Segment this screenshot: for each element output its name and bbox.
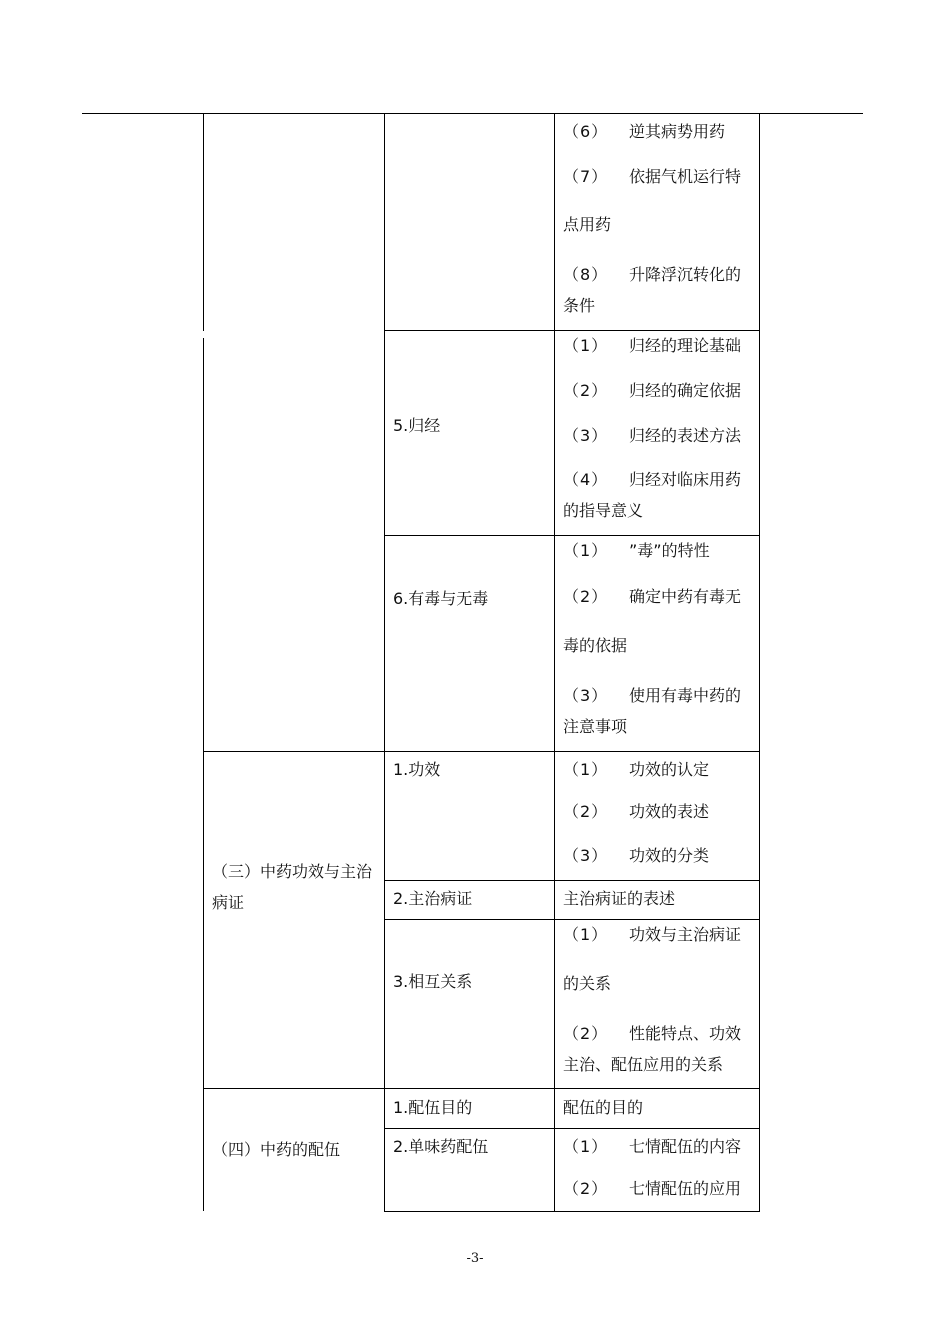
col-line-2 — [203, 114, 204, 331]
row-line — [384, 880, 759, 881]
guanxi-label: 3.相互关系 — [393, 972, 473, 991]
col-line-2b — [203, 338, 204, 1211]
list-item — [563, 470, 741, 490]
item-number: （1） — [563, 1137, 609, 1156]
item-number: （3） — [563, 686, 609, 705]
group4-title: （四）中药的配伍 — [212, 1140, 341, 1159]
list-item — [563, 925, 741, 945]
col-line-5 — [759, 114, 760, 1212]
item-number: （2） — [563, 1179, 609, 1198]
item-text: 归经的理论基础 — [629, 336, 742, 355]
col-line-3 — [384, 114, 385, 1212]
list-item — [563, 1024, 741, 1044]
item-text-cont: 条件 — [563, 296, 596, 315]
item-text-cont: 注意事项 — [563, 717, 628, 736]
item-text: 功效的分类 — [629, 846, 710, 865]
item-number: （2） — [563, 802, 609, 821]
item-text: 确定中药有毒无 — [629, 587, 742, 606]
item-text: 归经对临床用药 — [629, 470, 742, 489]
item-number: （3） — [563, 426, 609, 445]
guijing-label: 5.归经 — [393, 416, 441, 435]
list-item-cont — [563, 296, 595, 316]
list-item — [563, 760, 709, 780]
item-text-cont: 点用药 — [563, 215, 612, 234]
list-item — [563, 541, 710, 561]
item-number: （2） — [563, 381, 609, 400]
page-number: -3- — [466, 1251, 484, 1266]
item-number: （7） — [563, 167, 609, 186]
list-item — [563, 167, 741, 187]
list-item-cont — [563, 501, 643, 521]
item-text: 功效的认定 — [629, 760, 710, 779]
list-item — [563, 686, 741, 706]
list-item — [563, 846, 709, 866]
item-number: （1） — [563, 760, 609, 779]
item-number: （3） — [563, 846, 609, 865]
list-item — [563, 1179, 741, 1199]
item-number: （2） — [563, 587, 609, 606]
row-line — [384, 535, 759, 536]
item-text: 功效的表述 — [629, 802, 710, 821]
row-line — [203, 1088, 759, 1089]
list-item — [563, 587, 741, 607]
list-item-cont — [563, 1055, 723, 1075]
list-item — [563, 336, 741, 356]
list-item-cont — [563, 717, 627, 737]
youdu-label: 6.有毒与无毒 — [393, 589, 489, 608]
list-item — [563, 381, 741, 401]
item-text: 依据气机运行特 — [629, 167, 742, 186]
gongxiao-label: 1.功效 — [393, 760, 441, 779]
top-rule — [82, 113, 863, 114]
item-text: 归经的确定依据 — [629, 381, 742, 400]
zhuzhi-content: 主治病证的表述 — [563, 889, 676, 908]
item-text: ”毒”的特性 — [629, 541, 710, 560]
item-text: 七情配伍的内容 — [629, 1137, 742, 1156]
list-item — [563, 802, 709, 822]
item-number: （6） — [563, 122, 609, 141]
row-line — [203, 751, 759, 752]
row-line — [384, 330, 759, 331]
list-item — [563, 265, 741, 285]
item-text: 性能特点、功效 — [629, 1024, 742, 1043]
list-item — [563, 122, 725, 142]
list-item-cont — [563, 974, 611, 994]
item-text: 升降浮沉转化的 — [629, 265, 742, 284]
row-line — [384, 1211, 759, 1212]
item-text-cont: 的关系 — [563, 974, 612, 993]
item-text-cont: 的指导意义 — [563, 501, 644, 520]
item-text-cont: 主治、配伍应用的关系 — [563, 1055, 724, 1074]
mudi-label: 1.配伍目的 — [393, 1098, 473, 1117]
item-number: （4） — [563, 470, 609, 489]
item-text-cont: 毒的依据 — [563, 636, 628, 655]
list-item — [563, 1137, 741, 1157]
item-text: 使用有毒中药的 — [629, 686, 742, 705]
mudi-content: 配伍的目的 — [563, 1098, 644, 1117]
col-line-4 — [554, 114, 555, 1212]
list-item — [563, 426, 741, 446]
item-number: （1） — [563, 925, 609, 944]
item-number: （1） — [563, 541, 609, 560]
item-number: （1） — [563, 336, 609, 355]
item-text: 功效与主治病证 — [629, 925, 742, 944]
list-item-cont — [563, 636, 627, 656]
item-text: 逆其病势用药 — [629, 122, 726, 141]
row-line — [384, 919, 759, 920]
item-number: （8） — [563, 265, 609, 284]
item-text: 归经的表述方法 — [629, 426, 742, 445]
item-number: （2） — [563, 1024, 609, 1043]
group3-title: （三）中药功效与主治 — [212, 862, 373, 881]
item-text: 七情配伍的应用 — [629, 1179, 742, 1198]
danwei-label: 2.单味药配伍 — [393, 1137, 489, 1156]
group3-title-cont: 病证 — [212, 893, 245, 912]
list-item-cont — [563, 215, 611, 235]
zhuzhi-label: 2.主治病证 — [393, 889, 473, 908]
row-line — [384, 1128, 759, 1129]
